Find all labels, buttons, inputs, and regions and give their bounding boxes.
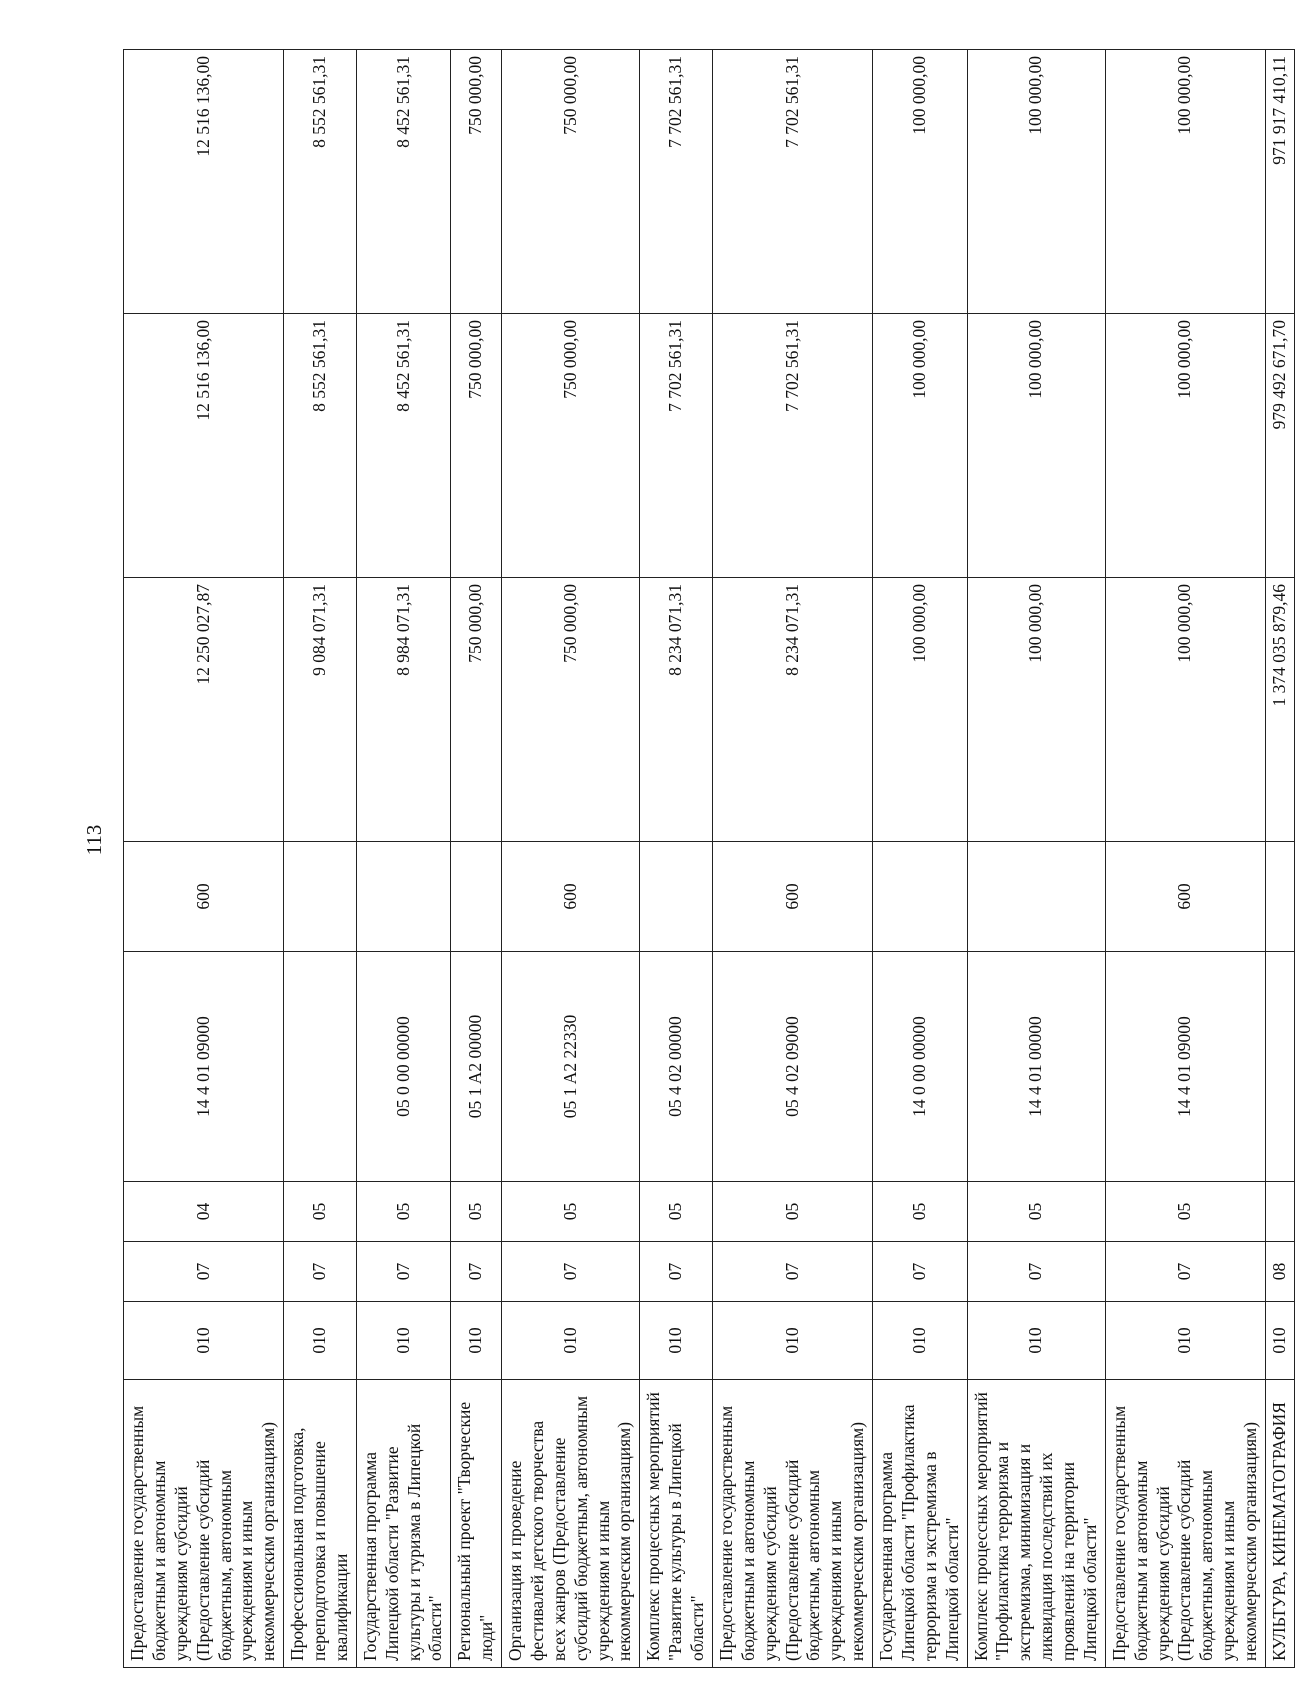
section-code-cell: 07 bbox=[640, 1242, 713, 1302]
subsection-code-cell: 05 bbox=[873, 1182, 968, 1242]
amount-year3-cell: 8 452 561,31 bbox=[356, 50, 451, 314]
amount-year2-cell: 100 000,00 bbox=[967, 314, 1105, 578]
section-code-cell: 07 bbox=[502, 1242, 640, 1302]
expense-type-cell bbox=[873, 842, 968, 952]
subsection-code-cell: 05 bbox=[284, 1182, 357, 1242]
budget-table-container bbox=[123, 50, 1289, 1668]
table-row bbox=[1265, 50, 1294, 1668]
expense-type-cell bbox=[1265, 842, 1294, 952]
section-code-cell: 07 bbox=[356, 1242, 451, 1302]
target-article-cell bbox=[1265, 952, 1294, 1182]
amount-year1-cell: 9 084 071,31 bbox=[284, 578, 357, 842]
expense-type-cell bbox=[451, 842, 502, 952]
section-code-cell: 08 bbox=[1265, 1242, 1294, 1302]
ministry-code-cell: 010 bbox=[284, 1302, 357, 1380]
amount-year3-cell: 7 702 561,31 bbox=[712, 50, 872, 314]
target-article-cell: 14 4 01 09000 bbox=[1105, 952, 1265, 1182]
item-name-cell: КУЛЬТУРА, КИНЕМАТОГРАФИЯ bbox=[1265, 1380, 1294, 1668]
table-row bbox=[356, 50, 451, 1668]
table-row bbox=[640, 50, 713, 1668]
ministry-code-cell: 010 bbox=[712, 1302, 872, 1380]
amount-year1-cell: 8 984 071,31 bbox=[356, 578, 451, 842]
table-row bbox=[712, 50, 872, 1668]
amount-year2-cell: 7 702 561,31 bbox=[640, 314, 713, 578]
amount-year1-cell: 1 374 035 879,46 bbox=[1265, 578, 1294, 842]
target-article-cell: 05 1 A2 00000 bbox=[451, 952, 502, 1182]
amount-year2-cell: 7 702 561,31 bbox=[712, 314, 872, 578]
ministry-code-cell: 010 bbox=[356, 1302, 451, 1380]
amount-year2-cell: 8 452 561,31 bbox=[356, 314, 451, 578]
section-code-cell: 07 bbox=[967, 1242, 1105, 1302]
amount-year3-cell: 7 702 561,31 bbox=[640, 50, 713, 314]
expense-type-cell bbox=[640, 842, 713, 952]
ministry-code-cell: 010 bbox=[1265, 1302, 1294, 1380]
amount-year1-cell: 100 000,00 bbox=[873, 578, 968, 842]
item-name-cell: Предоставление государственным бюджетным и автономным учреждениям субсидий (Предоставление субсидий бюджетным, автономным учреждениям и иным некоммерческим организациям) bbox=[1105, 1380, 1265, 1668]
amount-year2-cell: 100 000,00 bbox=[873, 314, 968, 578]
target-article-cell: 05 4 02 00000 bbox=[640, 952, 713, 1182]
item-name-cell: Комплекс процессных мероприятий "Профилактика терроризма и экстремизма, минимизация и ликвидация последствий их проявлений на территории Липецкой области" bbox=[967, 1380, 1105, 1668]
budget-table bbox=[123, 49, 1295, 1668]
amount-year2-cell: 8 552 561,31 bbox=[284, 314, 357, 578]
target-article-cell: 05 4 02 09000 bbox=[712, 952, 872, 1182]
expense-type-cell: 600 bbox=[124, 842, 284, 952]
amount-year3-cell: 100 000,00 bbox=[873, 50, 968, 314]
table-body bbox=[124, 50, 1295, 1668]
subsection-code-cell: 05 bbox=[356, 1182, 451, 1242]
item-name-cell: Предоставление государственным бюджетным и автономным учреждениям субсидий (Предоставление субсидий бюджетным, автономным учреждениям и иным некоммерческим организациям) bbox=[124, 1380, 284, 1668]
table-row bbox=[284, 50, 357, 1668]
subsection-code-cell: 04 bbox=[124, 1182, 284, 1242]
amount-year3-cell: 100 000,00 bbox=[967, 50, 1105, 314]
section-code-cell: 07 bbox=[712, 1242, 872, 1302]
item-name-cell: Государственная программа Липецкой области "Профилактика терроризма и экстремизма в Липецкой области" bbox=[873, 1380, 968, 1668]
amount-year3-cell: 750 000,00 bbox=[502, 50, 640, 314]
subsection-code-cell: 05 bbox=[640, 1182, 713, 1242]
subsection-code-cell: 05 bbox=[712, 1182, 872, 1242]
table-row bbox=[873, 50, 968, 1668]
table-row bbox=[502, 50, 640, 1668]
section-code-cell: 07 bbox=[1105, 1242, 1265, 1302]
expense-type-cell: 600 bbox=[1105, 842, 1265, 952]
subsection-code-cell: 05 bbox=[1105, 1182, 1265, 1242]
section-code-cell: 07 bbox=[124, 1242, 284, 1302]
expense-type-cell bbox=[967, 842, 1105, 952]
target-article-cell: 14 4 01 00000 bbox=[967, 952, 1105, 1182]
subsection-code-cell: 05 bbox=[502, 1182, 640, 1242]
amount-year1-cell: 8 234 071,31 bbox=[712, 578, 872, 842]
item-name-cell: Комплекс процессных мероприятий "Развитие культуры в Липецкой области" bbox=[640, 1380, 713, 1668]
amount-year2-cell: 750 000,00 bbox=[502, 314, 640, 578]
page-number: 113 bbox=[82, 824, 106, 856]
ministry-code-cell: 010 bbox=[967, 1302, 1105, 1380]
item-name-cell: Организация и проведение фестивалей детского творчества всех жанров (Предоставление субсидий бюджетным, автономным учреждениям и иным некоммерческим организациям) bbox=[502, 1380, 640, 1668]
amount-year3-cell: 8 552 561,31 bbox=[284, 50, 357, 314]
expense-type-cell bbox=[356, 842, 451, 952]
target-article-cell: 05 1 A2 22330 bbox=[502, 952, 640, 1182]
target-article-cell: 05 0 00 00000 bbox=[356, 952, 451, 1182]
section-code-cell: 07 bbox=[284, 1242, 357, 1302]
amount-year2-cell: 979 492 671,70 bbox=[1265, 314, 1294, 578]
item-name-cell: Профессиональная подготовка, переподготовка и повышение квалификации bbox=[284, 1380, 357, 1668]
amount-year1-cell: 750 000,00 bbox=[502, 578, 640, 842]
subsection-code-cell bbox=[1265, 1182, 1294, 1242]
section-code-cell: 07 bbox=[451, 1242, 502, 1302]
amount-year3-cell: 971 917 410,11 bbox=[1265, 50, 1294, 314]
expense-type-cell: 600 bbox=[712, 842, 872, 952]
amount-year1-cell: 750 000,00 bbox=[451, 578, 502, 842]
table-row bbox=[1105, 50, 1265, 1668]
amount-year3-cell: 750 000,00 bbox=[451, 50, 502, 314]
item-name-cell: Региональный проект "Творческие люди" bbox=[451, 1380, 502, 1668]
section-code-cell: 07 bbox=[873, 1242, 968, 1302]
ministry-code-cell: 010 bbox=[873, 1302, 968, 1380]
amount-year2-cell: 750 000,00 bbox=[451, 314, 502, 578]
ministry-code-cell: 010 bbox=[451, 1302, 502, 1380]
ministry-code-cell: 010 bbox=[1105, 1302, 1265, 1380]
target-article-cell: 14 0 00 00000 bbox=[873, 952, 968, 1182]
amount-year1-cell: 8 234 071,31 bbox=[640, 578, 713, 842]
expense-type-cell bbox=[284, 842, 357, 952]
amount-year2-cell: 100 000,00 bbox=[1105, 314, 1265, 578]
ministry-code-cell: 010 bbox=[640, 1302, 713, 1380]
ministry-code-cell: 010 bbox=[502, 1302, 640, 1380]
subsection-code-cell: 05 bbox=[451, 1182, 502, 1242]
amount-year1-cell: 12 250 027,87 bbox=[124, 578, 284, 842]
amount-year1-cell: 100 000,00 bbox=[1105, 578, 1265, 842]
table-row bbox=[967, 50, 1105, 1668]
table-row bbox=[451, 50, 502, 1668]
target-article-cell: 14 4 01 09000 bbox=[124, 952, 284, 1182]
amount-year2-cell: 12 516 136,00 bbox=[124, 314, 284, 578]
expense-type-cell: 600 bbox=[502, 842, 640, 952]
subsection-code-cell: 05 bbox=[967, 1182, 1105, 1242]
item-name-cell: Государственная программа Липецкой области "Развитие культуры и туризма в Липецкой области" bbox=[356, 1380, 451, 1668]
table-row bbox=[124, 50, 284, 1668]
item-name-cell: Предоставление государственным бюджетным и автономным учреждениям субсидий (Предоставление субсидий бюджетным, автономным учреждениям и иным некоммерческим организациям) bbox=[712, 1380, 872, 1668]
target-article-cell bbox=[284, 952, 357, 1182]
amount-year1-cell: 100 000,00 bbox=[967, 578, 1105, 842]
amount-year3-cell: 12 516 136,00 bbox=[124, 50, 284, 314]
ministry-code-cell: 010 bbox=[124, 1302, 284, 1380]
amount-year3-cell: 100 000,00 bbox=[1105, 50, 1265, 314]
